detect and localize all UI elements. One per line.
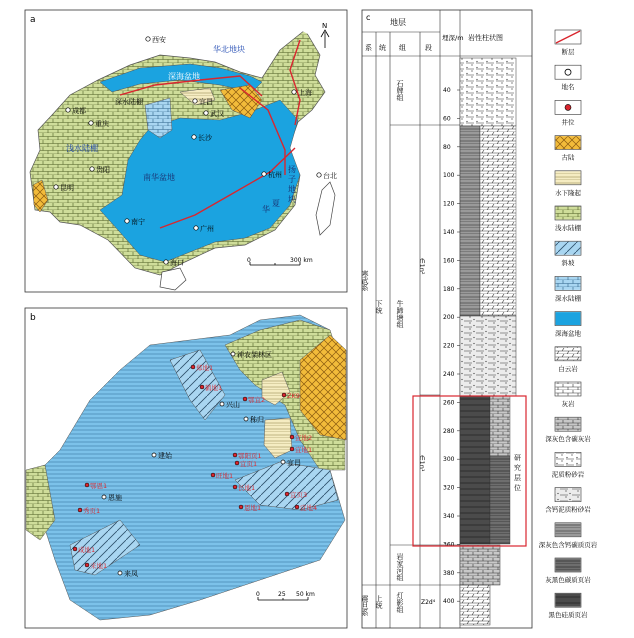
svg-text:夏: 夏 [272, 199, 280, 208]
well-label: 来地1 [90, 562, 108, 570]
well-label: 宜地2 [295, 434, 313, 442]
well-label: 鄂宜2 [248, 396, 266, 404]
header-column: 岩性柱状图 [468, 34, 503, 42]
legend-item [555, 312, 582, 338]
series-lower: 下统 [375, 300, 383, 314]
depth-tick: 280 [443, 427, 455, 435]
depth-tick: 40 [443, 87, 451, 94]
legend-label: 深灰色含碳灰岩 [545, 435, 591, 444]
depth-tick: 60 [443, 115, 451, 123]
legend-label: 古陆 [561, 153, 575, 162]
depth-tick: 340 [443, 513, 455, 520]
place-marker [54, 185, 58, 189]
legend-label: 地名 [561, 83, 575, 92]
legend-item [539, 523, 598, 549]
legend-label: 斜坡 [561, 259, 575, 268]
depth-tick: 360 [443, 541, 455, 549]
header-series: 统 [379, 44, 386, 52]
place-marker [125, 219, 129, 223]
svg-text:层: 层 [514, 474, 521, 482]
place-marker [192, 135, 196, 139]
panel-a-paleogeography-map [25, 10, 347, 292]
well-label: 宜地1 [295, 446, 313, 454]
legend-item [545, 558, 591, 584]
legend-item [555, 100, 581, 126]
formation-shipai: 石牌组 [396, 80, 404, 101]
region-north-china: 华北地块 [213, 45, 245, 54]
depth-tick: 180 [443, 285, 455, 293]
well-marker [73, 547, 77, 551]
legend-item [555, 382, 581, 408]
place-marker [118, 571, 122, 575]
place-marker [89, 121, 93, 125]
place-label-a: 广州 [200, 225, 214, 233]
well-label: 鄂恩1 [90, 482, 108, 490]
place-marker [164, 260, 168, 264]
member-n2: ∈1n² [418, 258, 426, 275]
legend-label: 泥质粉砂岩 [551, 470, 585, 479]
well-marker [235, 461, 239, 465]
well-marker [78, 508, 82, 512]
well-label: 宜页3 [290, 491, 308, 499]
legend-item [555, 241, 581, 267]
svg-text:0: 0 [247, 257, 251, 264]
legend-label: 水下隆起 [555, 188, 581, 197]
well-label: 郑地1 [196, 364, 214, 372]
well-marker [233, 453, 237, 457]
legend [539, 30, 598, 619]
svg-text:地: 地 [288, 185, 296, 194]
formation-dengying: 灯影组 [396, 592, 404, 613]
well-marker [191, 365, 195, 369]
place-marker [90, 167, 94, 171]
region-shallow-shelf: 浅水陆棚 [66, 144, 98, 153]
place-label-b: 宜昌 [287, 459, 301, 467]
well-marker [295, 505, 299, 509]
region-deep-sea: 深海盆地 [168, 72, 200, 81]
depth-tick: 100 [443, 172, 455, 180]
svg-text:华: 华 [262, 205, 270, 214]
panel-b-study-area-map [25, 308, 347, 628]
header-depth: 埋深/m [442, 34, 464, 42]
svg-text:50 km: 50 km [296, 591, 315, 598]
legend-label: 灰岩 [561, 400, 575, 408]
legend-item [555, 136, 581, 162]
well-label: 长地1 [238, 484, 256, 492]
well-label: 恩地1 [244, 504, 262, 512]
place-label-a: 长沙 [198, 134, 212, 142]
place-label-a: 海口 [170, 259, 184, 267]
place-label-a: 重庆 [95, 120, 109, 128]
legend-label: 深海盆地 [555, 329, 581, 338]
svg-text:研: 研 [514, 454, 521, 462]
place-marker [66, 108, 70, 112]
well-marker [233, 485, 237, 489]
place-marker [146, 37, 150, 41]
well-marker [282, 393, 286, 397]
well-marker [290, 435, 294, 439]
place-label-b: 建始 [158, 452, 172, 460]
svg-text:究: 究 [514, 464, 521, 472]
depth-tick: 220 [443, 342, 455, 350]
place-marker [317, 173, 321, 177]
place-label-b: 秭归 [250, 416, 264, 424]
well-label: 鹤地1 [205, 384, 223, 392]
header-stratum: 地层 [390, 18, 406, 27]
depth-tick: 320 [443, 484, 455, 492]
place-marker [204, 111, 208, 115]
depth-tick: 120 [443, 200, 455, 208]
place-marker [152, 453, 156, 457]
place-label-b: 恩施 [108, 494, 122, 502]
member-z2d: Z2d⁴ [421, 599, 436, 606]
header-system: 系 [365, 44, 372, 52]
place-label-a: 上海 [298, 89, 312, 97]
place-label-a: 杭州 [268, 171, 282, 179]
formation-niutitang: 牛蹄塘组 [396, 300, 404, 328]
svg-text:子: 子 [288, 175, 296, 184]
depth-tick: 200 [443, 314, 455, 322]
legend-item [555, 171, 582, 197]
legend-item [555, 347, 581, 373]
well-marker [243, 397, 247, 401]
north-arrow: N [322, 22, 328, 30]
svg-text:扬: 扬 [288, 165, 296, 174]
legend-label: 浅水陆棚 [555, 224, 581, 232]
system-sinian: 震旦系 [361, 595, 369, 616]
panel-c-stratigraphic-column [361, 10, 532, 628]
place-label-a: 武汉 [210, 110, 224, 118]
panel-c-label: c [366, 13, 371, 22]
legend-label: 灰黑色碳质页岩 [545, 576, 591, 584]
series-upper: 上统 [375, 595, 383, 609]
legend-item [552, 452, 585, 478]
legend-item [549, 593, 589, 619]
well-label: 秀页1 [83, 507, 101, 515]
place-marker [102, 495, 106, 499]
legend-item [555, 206, 582, 232]
legend-item [555, 30, 581, 56]
svg-text:25: 25 [278, 591, 286, 598]
legend-item [545, 488, 591, 514]
well-marker [211, 473, 215, 477]
header-member: 段 [425, 44, 432, 52]
depth-tick: 240 [443, 371, 455, 378]
well-marker [200, 385, 204, 389]
svg-text:0: 0 [256, 591, 260, 598]
place-label-a: 贵阳 [96, 166, 110, 174]
header-formation: 组 [399, 44, 406, 52]
panel-a-label: a [30, 15, 36, 25]
place-marker [292, 90, 296, 94]
well-label: 宜地4 [300, 504, 318, 512]
legend-label: 深灰色含钙碳质页岩 [538, 540, 598, 549]
svg-text:块: 块 [288, 195, 296, 204]
place-marker [262, 172, 266, 176]
svg-text:300 km: 300 km [290, 257, 313, 264]
depth-tick: 160 [443, 257, 455, 265]
svg-text:寒武系: 寒武系 [361, 270, 369, 291]
well-marker [85, 563, 89, 567]
depth-tick: 300 [443, 456, 455, 464]
depth-tick: 400 [443, 598, 455, 606]
region-deep-shelf: 深水陆棚 [115, 98, 143, 106]
svg-text:位: 位 [514, 484, 521, 492]
place-marker [281, 460, 285, 464]
legend-label: 深水陆棚 [555, 294, 581, 303]
well-marker [85, 483, 89, 487]
place-marker [194, 226, 198, 230]
system-cambrian [361, 269, 369, 292]
well-marker [285, 492, 289, 496]
place-label-a: 西安 [152, 36, 166, 44]
lithology-column [460, 58, 516, 625]
legend-item [555, 65, 581, 91]
well-label: 咸地1 [78, 546, 96, 554]
well-label: 鄂阳页1 [238, 452, 262, 460]
legend-label: 白云岩 [558, 364, 578, 373]
depth-tick: 80 [443, 143, 451, 151]
place-marker [244, 417, 248, 421]
region-nanhua-basin: 南华盆地 [143, 173, 175, 182]
place-label-b: 兴山 [226, 401, 240, 409]
place-marker [220, 402, 224, 406]
place-marker [193, 99, 197, 103]
well-label: 宜页1 [240, 460, 258, 468]
place-label-a: 宜昌 [199, 98, 213, 106]
depth-tick: 380 [443, 569, 455, 577]
place-label-a: 昆明 [60, 184, 74, 192]
place-label-a: 南宁 [131, 218, 145, 226]
well-label: ZK9 [287, 392, 300, 400]
well-label: 旺地1 [216, 472, 234, 480]
legend-item [555, 276, 582, 302]
well-marker [290, 447, 294, 451]
depth-tick: 260 [443, 399, 455, 407]
formation-yanjiahe: 岩家河组 [396, 553, 404, 581]
legend-item [545, 417, 591, 443]
place-label-a: 成都 [72, 107, 86, 115]
member-n1: ∈1n¹ [418, 455, 426, 472]
place-label-b: 神农架林区 [237, 351, 272, 359]
legend-label: 断层 [561, 48, 575, 56]
legend-label: 井位 [561, 118, 575, 127]
legend-label: 黑色硅质页岩 [548, 611, 588, 620]
place-label-b: 来凤 [124, 570, 138, 578]
well-marker [239, 505, 243, 509]
place-label-a: 台北 [323, 172, 337, 180]
panel-b-label: b [30, 313, 36, 323]
depth-tick: 140 [443, 229, 455, 236]
place-marker [231, 352, 235, 356]
legend-label: 含钙泥质粉砂岩 [545, 505, 591, 514]
